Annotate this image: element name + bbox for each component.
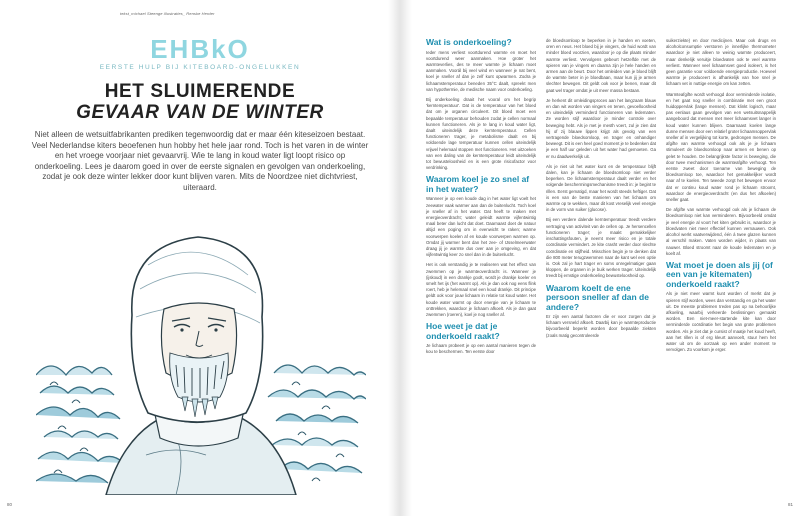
- article-column-3: [666, 38, 776, 357]
- body-paragraph: Er zijn een aantal factoren die er voor zorgen dat je lichaam versneld afkoelt. Daarbij kan je warmteproductie bijvoorbeeld beperkt worden door bepaalde ziekten (zoals matig gecontroleerde: [546, 314, 656, 338]
- body-paragraph: Ieder mens verliest voortdurend warmte en moet het voortdurend weer aanmaken. Hoe groter het warmteverlies, des te meer warmte je lichaam moet aanmaken. Voorál bij veel wind en wanneer je nat bent, koel je sneller af dan je zelf kunt opwarmen. Zodra je lichaamstemperatuur beneden 35°C daalt, spreekt men van hypothermie, de medische naam voor onderkoeling.: [426, 49, 536, 92]
- article-column-1: [426, 38, 536, 360]
- page-number-right: 81: [787, 502, 793, 507]
- waves-left-illustration: [36, 366, 124, 483]
- article-column-2: [546, 38, 656, 343]
- body-paragraph: de bloedsomloop te beperken in je handen en voeten, oren en neus. Het bloed bij je vingers, de huid wordt van minder bloed voorzien, waardoor je op die plaats minder warmte verliest. Vervolgens gebeurt hetzelfde met de spieren van je vingers en daarna zijn je hele handen en armen aan de beurt. Door het omleiden van je bloed blijft de warmte beter in je bloedbaan, maar kun jij je armen slechter bewegen. Dit geldt ook voor je benen, maar dit gaat wel trager omdat je uit meer massa bestaan.: [546, 38, 656, 93]
- body-paragraph: suikerziekte) en door medicijnen. Maar ook drugs en alcoholconsumptie verstoren je innerlijke thermometer waardoor je niet alleen te weinig warmte produceert, maar denkelijk veruitje bloedvaten ook te veel warmte verliest. Wanneer veel lichaamsvet goed isoleert, is het geen garantie voor voldoende energieproductie. Hoeveel warmte je produceert is afhankelijk van hoe snel je lichaam vet in nuttige energie om kan zetten.: [666, 38, 776, 87]
- frozen-beard-illustration: [170, 353, 229, 402]
- intro-paragraph: Niet alleen de wetsuitfabrikanten prediken tegenwoordig dat er maar één kiteseizoen bestaat. Veel Nederlandse kiters beoefenen hun hobby het hele jaar rond. Toch is het varen in de winter en het vroege voorjaar niet gevaarvrij. Wie te lang in koud water ligt loopt risico op onderkoeling. Lees je daarom goed in over de eerste signalen en gevolgen van onderkoeling, zodat je ook deze winter lekker door kunt blijven varen. Mits de Noordzee niet dichtvriest, uiteraard.: [31, 130, 369, 192]
- headline-line-1: HET SLUIMERENDE: [104, 81, 296, 102]
- body-paragraph: De afgifte van warmte verhoogd ook als je lichaam de bloedsomloop niet kan verminderen. Bijvoorbeeld omdat je veel energie al voort het kiten gebruikt is, waardoor je bloedvaten niet meer effectief kunnen vernauwen. Ook alcohol werkt vaatverwijdend, één á twee glazen kunnen al verschil maken. Vaten worden wijder, in plaats van nauwer. Bloed stroomt naar de koude ledematen en je koelt af.: [666, 207, 776, 256]
- body-paragraph: Bij een verdere dalende kerntemperatuur treedt verdere vertraging van activiteit van de cellen op. Je hersencellen functioneren trager; je maakt gemakkelijker inschattingsfouten, je neemt meer risico en je totale coördinatie vermindert. Je kite crasht verder door slechte coördinatie en stijfheid. Misschien begin je te denken dat die 800 meter terugzwemmen naar de kant wel een optie is. Ook zal je hart trager en soms onregelmatiger gaan kloppen, de organen in je buik werken trager. Uiteindelijk treedt bij ernstige onderkoeling bewusteloosheid op.: [546, 217, 656, 279]
- brand-logo: EHBkO: [150, 34, 250, 64]
- body-paragraph: Bij onderkoeling draait het vooral om het begrip 'kerntemperatuur'. Dat is de temperatuur van het bloed dat om je organen circuleert. Dit bloed moet een bepaalde temperatuur behouden zodat je cellen normaal kunnen functioneren. Als je te lang in koud water ligt, daalt uiteindelijk deze kerntemperatuur. Cellen functioneren trager, je metabolisme daalt en bij voldoende lage temperatuur kunnen cellen uiteindelijk vrijwel helemaal stoppen met functioneren. Het uitzoeken van een daling van de kerntemperatuur leidt uiteindelijk tot bewusteloosheid en is een grote risicofactor voor verdrinking.: [426, 96, 536, 171]
- brand-block: [0, 36, 400, 71]
- body-paragraph: Wanneer je op een koude dag in het water ligt voelt het zeewater vaak warmer aan dan de buitenlucht. Toch koel je sneller af in het water. Dat heeft te maken met energieoverdracht; water geleidt warmte vijfentwintig maal beter dan lucht dat doet. Daarnaast doet de natuur altijd een poging om in evenwicht te raken; warme voorwerpen koelen af en koude voorwerpen warmen op. Omdat jij warmer bent dan het zee- of IJsselmeerwater draag jij je warmte dus over aan je omgeving, en dat vijfentwintig keer zo snel dan in de buitenlucht.: [426, 196, 536, 258]
- article-columns: [426, 38, 786, 498]
- body-paragraph: Je herkent dit omleidingsproces aan het langzaam blauw en dan wit worden van vingers en tenen, gevoelloosheid en uiteindelijk verminderd functioneren van ledematen. Ze worden stijf waardoor je minder controle over beweging hebt. Als je met je mesth voert, zul je zien dat hij of zij blauwe lippen krijgt als gevolg van een vertragende bloedsomloop, en trager en onhandiger beweegt. Dit is een heel goed moment je te bedenken dat je een half uur geleden uit het water had gemoeten. Ga er nu daadwerkelijk uit.: [546, 97, 656, 159]
- body-paragraph: Je lichaam probeert je op een aantal manieren tegen de kou te beschermen. Ten eerste door: [426, 343, 536, 355]
- section-heading: Wat moet je doen als jij (of een van je kitematen) onderkoeld raakt?: [666, 259, 773, 289]
- body-paragraph: Als je niet meer warmt kunt worden of merkt dat je spieren stijf worden, wees dan verstandig en ga het water uit. De meeste problemen treden pas op na behoorlijke afkoeling, waarbij verkeerde beslissingen gemaakt worden. Een niet-meer-startende kite kan door verminderde coördinatie het begin van grote problemen worden. Als je ziet dat je cursist of maatje het koud heeft, aan het rillen is of erg kleurt aanvoelt, stuur hem het water uit om de oorzaak op een ander moment te vervolgen. Zo voorkom je erger.: [666, 291, 776, 353]
- right-page: [400, 0, 800, 516]
- body-paragraph: Het is ook verstandig je te realiseren wat het effect van zwemmen op je warmteoverdracht is. Wanneer je (ijskoud) in een drankje goolt, wordt je drankje koeler en smelt het ijs (het warmt op). Als je dan ook nog eens flink roert, heb je helemaal snel een koud drankje. Dit principe geldt ook voor jouw lichaam in relatie tot koud water. Het koude water warmt op door energie van je lichaam te onttrekken, waardoor je lichaam afkoelt. Als je dan gaat zwemmen (roeren), koel je nog sneller af.: [426, 262, 536, 318]
- section-heading: Hoe weet je dat je onderkoeld raakt?: [426, 321, 500, 341]
- section-heading: Waarom koelt de ene persoon sneller af dan de andere?: [546, 282, 649, 312]
- body-paragraph: Warmteafgifte wordt verhoogd door verminderde isolatie, en het gaat nog sneller in combinatie met een groot huidoppervlak (lange mensen). Dat klinkt logisch, maar pas eenlaus gaan gevolgen van een wetsuitsnappelijk aangeboord dat mensen met meer lichaamsvet langer in koud water kunnen blijven. Daarnaast koelen lange dunne mensen door een relatief groter lichaamsoppervlak sneller af in vergelijking tot korte, gedrongen mensen. De afgifte van warmte verhoogd ook als je je lichaam stimuleert de bloedsomloop naar armen en benen op gelet te houden. De belangrijkste factor is beweging, die door twee mechanismen de warmteafgifte verhoogt. Ten eerste zweet door toename van beweging de bloedsomloop toe, waardoor het gemakkelijker wordt naar af te koelen. Ten tweede zorgt het bewegen ervoor dat er continu koud water rond je lichaam stroomt, waardoor de energieoverdracht (en dus het afkoelen) sneller gaat.: [666, 91, 776, 203]
- page-number-left: 80: [7, 502, 13, 507]
- section-heading: Wat is onderkoeling?: [426, 37, 512, 47]
- cold-water-surfer-illustration: [36, 205, 366, 495]
- body-paragraph: Als je niet uit het water kunt en de temperatuur blijft dalen, kan je lichaam de bloedsomloop niet verder beperken. De lichaamstemperatuur daalt verder en het volgende beschermingsmechanisme treedt in: je begint te rillen. Eerst gematigd, maar het wordt steeds heftiger. Dat is een van de beste manieren van het lichaam om warmte op te wekken, maar dit kost vreselijk veel energie in de vorm van suiker (glucose).: [546, 163, 656, 213]
- article-headline: [0, 82, 400, 123]
- headline-line-2: GEVAAR VAN DE WINTER: [76, 102, 324, 123]
- brand-subtitle: EERSTE HULP BIJ KITEBOARD-ONGELUKKEN: [99, 64, 301, 71]
- section-heading: Waarom koel je zo snel af in het water?: [426, 174, 530, 194]
- article-credits: tekst_michael Steenge illustraties_ Renske Herder: [120, 11, 215, 16]
